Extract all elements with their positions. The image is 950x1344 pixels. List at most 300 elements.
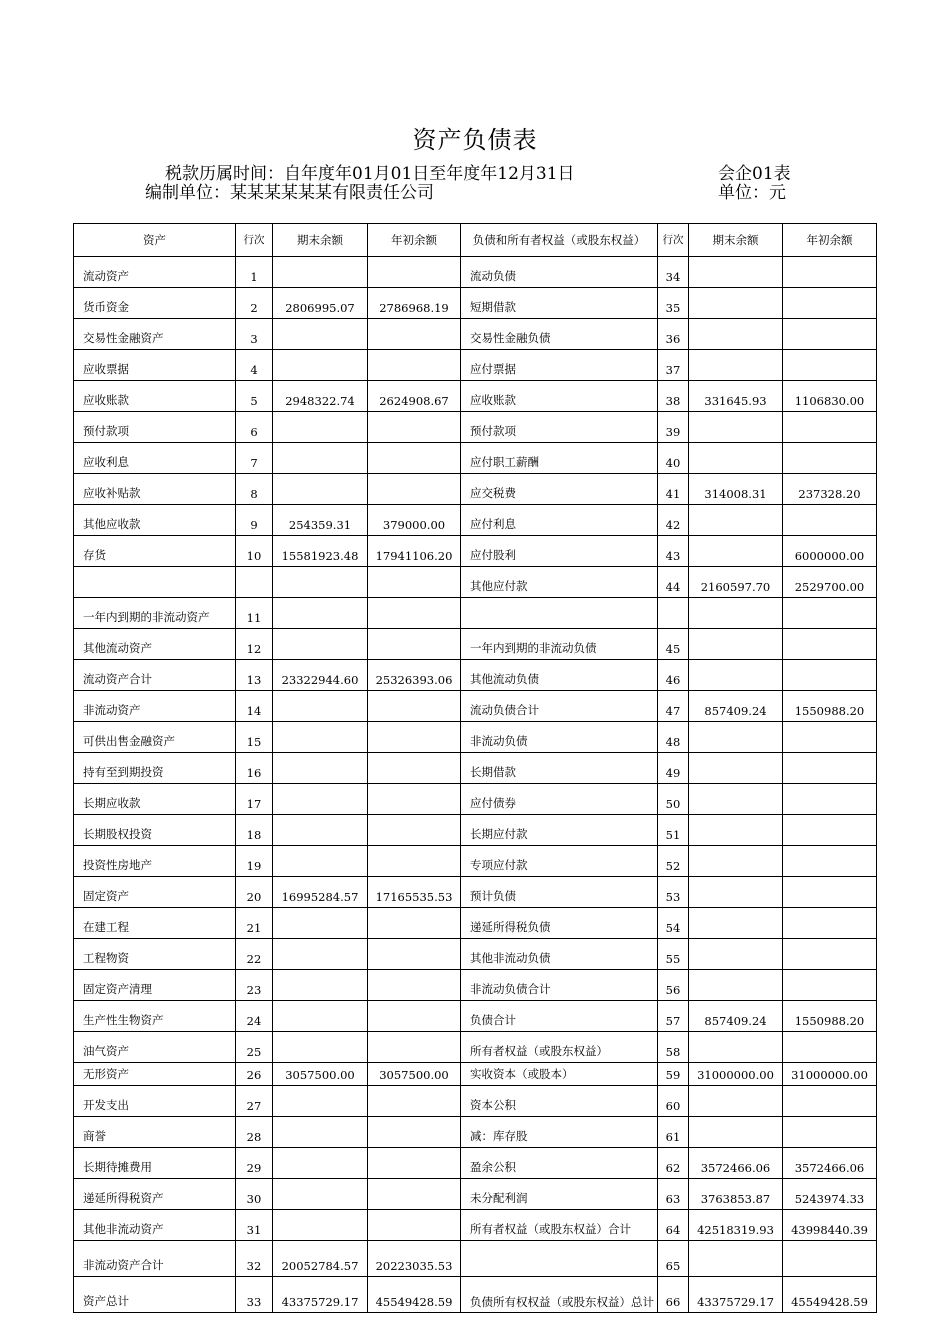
liability-opening-balance: 31000000.00 <box>783 1063 877 1086</box>
asset-opening-balance <box>368 1117 461 1148</box>
liability-item: 应付职工薪酬 <box>461 443 658 474</box>
liability-closing-balance <box>689 939 783 970</box>
liability-opening-balance: 43998440.39 <box>783 1210 877 1241</box>
liability-item: 应付票据 <box>461 350 658 381</box>
liability-line-no: 61 <box>658 1117 689 1148</box>
liability-item: 应付利息 <box>461 505 658 536</box>
currency-unit: 单位：元 <box>718 183 786 203</box>
liability-opening-balance: 3572466.06 <box>783 1148 877 1179</box>
liability-line-no: 62 <box>658 1148 689 1179</box>
liability-line-no: 36 <box>658 319 689 350</box>
liability-closing-balance: 31000000.00 <box>689 1063 783 1086</box>
liability-item: 所有者权益（或股东权益） <box>461 1032 658 1063</box>
asset-line-no <box>236 567 273 598</box>
liability-line-no: 64 <box>658 1210 689 1241</box>
liability-item: 递延所得税负债 <box>461 908 658 939</box>
asset-line-no: 20 <box>236 877 273 908</box>
asset-closing-balance <box>273 970 368 1001</box>
liability-closing-balance <box>689 257 783 288</box>
liability-line-no: 56 <box>658 970 689 1001</box>
asset-opening-balance <box>368 257 461 288</box>
liability-closing-balance: 2160597.70 <box>689 567 783 598</box>
liability-closing-balance <box>689 877 783 908</box>
liability-item: 减：库存股 <box>461 1117 658 1148</box>
asset-line-no: 7 <box>236 443 273 474</box>
asset-item: 长期应收款 <box>74 784 236 815</box>
table-row <box>74 908 877 939</box>
asset-line-no: 25 <box>236 1032 273 1063</box>
asset-item: 流动资产合计 <box>74 660 236 691</box>
liability-line-no: 60 <box>658 1086 689 1117</box>
liability-closing-balance: 43375729.17 <box>689 1277 783 1313</box>
liability-closing-balance <box>689 319 783 350</box>
liability-item: 实收资本（或股本） <box>461 1063 658 1086</box>
liability-opening-balance <box>783 629 877 660</box>
table-row <box>74 257 877 288</box>
liability-item: 短期借款 <box>461 288 658 319</box>
asset-closing-balance: 254359.31 <box>273 505 368 536</box>
asset-line-no: 31 <box>236 1210 273 1241</box>
liability-opening-balance <box>783 660 877 691</box>
asset-closing-balance <box>273 443 368 474</box>
asset-item: 工程物资 <box>74 939 236 970</box>
liability-opening-balance <box>783 970 877 1001</box>
asset-line-no: 21 <box>236 908 273 939</box>
asset-line-no: 13 <box>236 660 273 691</box>
liability-line-no: 58 <box>658 1032 689 1063</box>
liability-closing-balance <box>689 629 783 660</box>
liability-line-no: 41 <box>658 474 689 505</box>
asset-closing-balance <box>273 1117 368 1148</box>
liability-item: 负债所有权权益（或股东权益）总计 <box>461 1277 658 1313</box>
asset-closing-balance <box>273 846 368 877</box>
asset-item: 非流动资产 <box>74 691 236 722</box>
asset-line-no: 23 <box>236 970 273 1001</box>
asset-opening-balance <box>368 722 461 753</box>
asset-closing-balance: 2948322.74 <box>273 381 368 412</box>
asset-item: 应收票据 <box>74 350 236 381</box>
header-assets: 资产 <box>74 224 236 257</box>
asset-item: 油气资产 <box>74 1032 236 1063</box>
asset-closing-balance <box>273 257 368 288</box>
asset-line-no: 30 <box>236 1179 273 1210</box>
liability-opening-balance <box>783 505 877 536</box>
liability-item: 流动负债合计 <box>461 691 658 722</box>
asset-line-no: 11 <box>236 598 273 629</box>
table-row <box>74 1241 877 1277</box>
table-row <box>74 784 877 815</box>
table-row <box>74 815 877 846</box>
liability-opening-balance: 45549428.59 <box>783 1277 877 1313</box>
liability-line-no: 46 <box>658 660 689 691</box>
liability-opening-balance <box>783 598 877 629</box>
asset-item: 在建工程 <box>74 908 236 939</box>
asset-item: 流动资产 <box>74 257 236 288</box>
table-row <box>74 1032 877 1063</box>
liability-closing-balance <box>689 288 783 319</box>
liability-closing-balance <box>689 1241 783 1277</box>
asset-opening-balance: 17165535.53 <box>368 877 461 908</box>
liability-line-no: 38 <box>658 381 689 412</box>
table-row <box>74 412 877 443</box>
asset-opening-balance: 2624908.67 <box>368 381 461 412</box>
asset-closing-balance <box>273 350 368 381</box>
asset-closing-balance: 15581923.48 <box>273 536 368 567</box>
liability-closing-balance <box>689 753 783 784</box>
asset-line-no: 16 <box>236 753 273 784</box>
header-liabilities-equity: 负债和所有者权益（或股东权益） <box>461 224 658 257</box>
liability-item: 未分配利润 <box>461 1179 658 1210</box>
asset-closing-balance <box>273 1001 368 1032</box>
asset-closing-balance <box>273 474 368 505</box>
asset-item: 递延所得税资产 <box>74 1179 236 1210</box>
asset-opening-balance <box>368 443 461 474</box>
liability-line-no <box>658 598 689 629</box>
liability-closing-balance <box>689 1032 783 1063</box>
table-row <box>74 1210 877 1241</box>
liability-closing-balance: 42518319.93 <box>689 1210 783 1241</box>
liability-opening-balance <box>783 319 877 350</box>
asset-line-no: 17 <box>236 784 273 815</box>
liability-opening-balance <box>783 412 877 443</box>
table-row <box>74 722 877 753</box>
liability-item <box>461 1241 658 1277</box>
liability-opening-balance <box>783 722 877 753</box>
table-row <box>74 536 877 567</box>
asset-item: 非流动资产合计 <box>74 1241 236 1277</box>
liability-line-no: 50 <box>658 784 689 815</box>
liability-opening-balance: 237328.20 <box>783 474 877 505</box>
liability-closing-balance: 314008.31 <box>689 474 783 505</box>
liability-line-no: 39 <box>658 412 689 443</box>
liability-line-no: 34 <box>658 257 689 288</box>
asset-closing-balance: 23322944.60 <box>273 660 368 691</box>
table-row <box>74 1179 877 1210</box>
liability-closing-balance <box>689 1086 783 1117</box>
asset-closing-balance <box>273 1032 368 1063</box>
asset-closing-balance: 20052784.57 <box>273 1241 368 1277</box>
table-row <box>74 443 877 474</box>
asset-opening-balance <box>368 567 461 598</box>
liability-line-no: 59 <box>658 1063 689 1086</box>
table-row <box>74 1086 877 1117</box>
liability-line-no: 48 <box>658 722 689 753</box>
liability-item: 非流动负债合计 <box>461 970 658 1001</box>
liability-opening-balance <box>783 350 877 381</box>
asset-closing-balance <box>273 908 368 939</box>
table-row <box>74 1001 877 1032</box>
reporting-entity: 编制单位：某某某某某某有限责任公司 <box>145 183 434 203</box>
liability-opening-balance <box>783 753 877 784</box>
liability-closing-balance <box>689 350 783 381</box>
liability-closing-balance <box>689 443 783 474</box>
liability-line-no: 37 <box>658 350 689 381</box>
asset-closing-balance <box>273 691 368 722</box>
liability-opening-balance <box>783 1241 877 1277</box>
liability-opening-balance <box>783 939 877 970</box>
liability-line-no: 65 <box>658 1241 689 1277</box>
liability-item: 应付债券 <box>461 784 658 815</box>
asset-opening-balance <box>368 970 461 1001</box>
table-row <box>74 474 877 505</box>
liability-line-no: 44 <box>658 567 689 598</box>
liability-line-no: 52 <box>658 846 689 877</box>
asset-opening-balance <box>368 319 461 350</box>
liability-line-no: 54 <box>658 908 689 939</box>
liability-opening-balance <box>783 443 877 474</box>
liability-item: 应交税费 <box>461 474 658 505</box>
asset-opening-balance: 3057500.00 <box>368 1063 461 1086</box>
liability-closing-balance: 3763853.87 <box>689 1179 783 1210</box>
liability-line-no: 49 <box>658 753 689 784</box>
liability-item <box>461 598 658 629</box>
balance-sheet-table <box>73 223 877 1313</box>
table-row <box>74 753 877 784</box>
asset-closing-balance <box>273 629 368 660</box>
table-row <box>74 1117 877 1148</box>
liability-item: 预计负债 <box>461 877 658 908</box>
asset-opening-balance: 20223035.53 <box>368 1241 461 1277</box>
liability-opening-balance: 1550988.20 <box>783 1001 877 1032</box>
asset-line-no: 3 <box>236 319 273 350</box>
asset-opening-balance: 45549428.59 <box>368 1277 461 1313</box>
liability-opening-balance <box>783 846 877 877</box>
liability-closing-balance <box>689 1117 783 1148</box>
liability-item: 所有者权益（或股东权益）合计 <box>461 1210 658 1241</box>
liability-line-no: 45 <box>658 629 689 660</box>
asset-opening-balance <box>368 1148 461 1179</box>
asset-line-no: 24 <box>236 1001 273 1032</box>
asset-closing-balance <box>273 1210 368 1241</box>
asset-opening-balance <box>368 846 461 877</box>
asset-closing-balance <box>273 567 368 598</box>
asset-closing-balance <box>273 753 368 784</box>
liability-closing-balance <box>689 722 783 753</box>
table-row <box>74 846 877 877</box>
header-line-no: 行次 <box>658 224 689 257</box>
liability-line-no: 63 <box>658 1179 689 1210</box>
asset-closing-balance <box>273 815 368 846</box>
liability-closing-balance <box>689 784 783 815</box>
asset-line-no: 10 <box>236 536 273 567</box>
asset-line-no: 6 <box>236 412 273 443</box>
liability-opening-balance: 6000000.00 <box>783 536 877 567</box>
asset-item: 应收补贴款 <box>74 474 236 505</box>
report-period: 税款历属时间：自年度年01月01日至年度年12月31日 <box>165 164 575 184</box>
liability-opening-balance: 2529700.00 <box>783 567 877 598</box>
asset-item <box>74 567 236 598</box>
liability-opening-balance: 5243974.33 <box>783 1179 877 1210</box>
liability-item: 专项应付款 <box>461 846 658 877</box>
table-row <box>74 350 877 381</box>
asset-line-no: 18 <box>236 815 273 846</box>
asset-closing-balance: 16995284.57 <box>273 877 368 908</box>
asset-opening-balance <box>368 629 461 660</box>
liability-opening-balance <box>783 288 877 319</box>
asset-line-no: 22 <box>236 939 273 970</box>
asset-opening-balance <box>368 784 461 815</box>
asset-item: 交易性金融资产 <box>74 319 236 350</box>
asset-line-no: 1 <box>236 257 273 288</box>
liability-item: 流动负债 <box>461 257 658 288</box>
asset-opening-balance <box>368 1086 461 1117</box>
liability-item: 应付股利 <box>461 536 658 567</box>
asset-closing-balance: 3057500.00 <box>273 1063 368 1086</box>
header-closing-balance: 期末余额 <box>273 224 368 257</box>
asset-line-no: 15 <box>236 722 273 753</box>
asset-closing-balance <box>273 598 368 629</box>
liability-closing-balance <box>689 505 783 536</box>
asset-line-no: 29 <box>236 1148 273 1179</box>
liability-opening-balance <box>783 877 877 908</box>
asset-item: 货币资金 <box>74 288 236 319</box>
asset-opening-balance <box>368 412 461 443</box>
header-opening-balance: 年初余额 <box>368 224 461 257</box>
liability-item: 长期应付款 <box>461 815 658 846</box>
table-row <box>74 629 877 660</box>
asset-closing-balance <box>273 1086 368 1117</box>
table-row <box>74 381 877 412</box>
report-title: 资产负债表 <box>412 126 538 154</box>
liability-closing-balance <box>689 660 783 691</box>
liability-opening-balance <box>783 1032 877 1063</box>
liability-closing-balance <box>689 536 783 567</box>
table-row <box>74 1277 877 1313</box>
liability-opening-balance <box>783 815 877 846</box>
asset-opening-balance: 25326393.06 <box>368 660 461 691</box>
liability-opening-balance <box>783 784 877 815</box>
liability-item: 负债合计 <box>461 1001 658 1032</box>
asset-closing-balance <box>273 722 368 753</box>
liability-line-no: 53 <box>658 877 689 908</box>
asset-opening-balance <box>368 1210 461 1241</box>
liability-closing-balance <box>689 908 783 939</box>
asset-opening-balance <box>368 474 461 505</box>
header-line-no: 行次 <box>236 224 273 257</box>
liability-closing-balance: 331645.93 <box>689 381 783 412</box>
liability-line-no: 66 <box>658 1277 689 1313</box>
liability-line-no: 47 <box>658 691 689 722</box>
liability-line-no: 43 <box>658 536 689 567</box>
liability-closing-balance <box>689 815 783 846</box>
table-header-row <box>74 224 877 257</box>
asset-opening-balance <box>368 1032 461 1063</box>
liability-closing-balance: 857409.24 <box>689 1001 783 1032</box>
table-row <box>74 691 877 722</box>
asset-item: 长期待摊费用 <box>74 1148 236 1179</box>
asset-item: 固定资产清理 <box>74 970 236 1001</box>
liability-opening-balance: 1106830.00 <box>783 381 877 412</box>
asset-line-no: 5 <box>236 381 273 412</box>
asset-item: 应收账款 <box>74 381 236 412</box>
liability-opening-balance <box>783 1086 877 1117</box>
liability-item: 长期借款 <box>461 753 658 784</box>
asset-item: 其他流动资产 <box>74 629 236 660</box>
asset-line-no: 32 <box>236 1241 273 1277</box>
asset-closing-balance: 2806995.07 <box>273 288 368 319</box>
asset-closing-balance <box>273 939 368 970</box>
asset-line-no: 19 <box>236 846 273 877</box>
asset-item: 长期股权投资 <box>74 815 236 846</box>
asset-opening-balance <box>368 815 461 846</box>
asset-line-no: 27 <box>236 1086 273 1117</box>
asset-item: 开发支出 <box>74 1086 236 1117</box>
asset-line-no: 8 <box>236 474 273 505</box>
asset-item: 其他应收款 <box>74 505 236 536</box>
asset-item: 一年内到期的非流动资产 <box>74 598 236 629</box>
liability-line-no: 42 <box>658 505 689 536</box>
asset-item: 固定资产 <box>74 877 236 908</box>
liability-opening-balance: 1550988.20 <box>783 691 877 722</box>
liability-item: 预付款项 <box>461 412 658 443</box>
liability-line-no: 57 <box>658 1001 689 1032</box>
asset-item: 应收利息 <box>74 443 236 474</box>
liability-item: 一年内到期的非流动负债 <box>461 629 658 660</box>
liability-item: 其他流动负债 <box>461 660 658 691</box>
asset-opening-balance <box>368 753 461 784</box>
liability-item: 其他非流动负债 <box>461 939 658 970</box>
asset-item: 存货 <box>74 536 236 567</box>
table-row <box>74 1063 877 1086</box>
liability-closing-balance: 857409.24 <box>689 691 783 722</box>
table-row <box>74 567 877 598</box>
liability-closing-balance <box>689 846 783 877</box>
liability-item: 应收账款 <box>461 381 658 412</box>
asset-opening-balance <box>368 1001 461 1032</box>
asset-opening-balance <box>368 350 461 381</box>
asset-line-no: 12 <box>236 629 273 660</box>
liability-line-no: 40 <box>658 443 689 474</box>
table-row <box>74 598 877 629</box>
asset-line-no: 26 <box>236 1063 273 1086</box>
asset-line-no: 9 <box>236 505 273 536</box>
table-row <box>74 970 877 1001</box>
asset-opening-balance: 17941106.20 <box>368 536 461 567</box>
asset-item: 投资性房地产 <box>74 846 236 877</box>
asset-opening-balance <box>368 908 461 939</box>
liability-closing-balance <box>689 970 783 1001</box>
asset-item: 资产总计 <box>74 1277 236 1313</box>
asset-item: 商誉 <box>74 1117 236 1148</box>
liability-item: 交易性金融负债 <box>461 319 658 350</box>
asset-closing-balance <box>273 784 368 815</box>
liability-closing-balance <box>689 598 783 629</box>
asset-item: 生产性生物资产 <box>74 1001 236 1032</box>
liability-opening-balance <box>783 908 877 939</box>
asset-item: 可供出售金融资产 <box>74 722 236 753</box>
asset-item: 持有至到期投资 <box>74 753 236 784</box>
asset-closing-balance: 43375729.17 <box>273 1277 368 1313</box>
asset-opening-balance: 379000.00 <box>368 505 461 536</box>
table-row <box>74 660 877 691</box>
asset-opening-balance <box>368 1179 461 1210</box>
asset-opening-balance <box>368 691 461 722</box>
asset-item: 无形资产 <box>74 1063 236 1086</box>
table-row <box>74 288 877 319</box>
asset-opening-balance <box>368 598 461 629</box>
liability-line-no: 55 <box>658 939 689 970</box>
liability-line-no: 51 <box>658 815 689 846</box>
table-row <box>74 319 877 350</box>
liability-opening-balance <box>783 257 877 288</box>
header-opening-balance: 年初余额 <box>783 224 877 257</box>
asset-opening-balance <box>368 939 461 970</box>
liability-item: 其他应付款 <box>461 567 658 598</box>
asset-closing-balance <box>273 1179 368 1210</box>
table-row <box>74 877 877 908</box>
asset-line-no: 4 <box>236 350 273 381</box>
asset-closing-balance <box>273 1148 368 1179</box>
